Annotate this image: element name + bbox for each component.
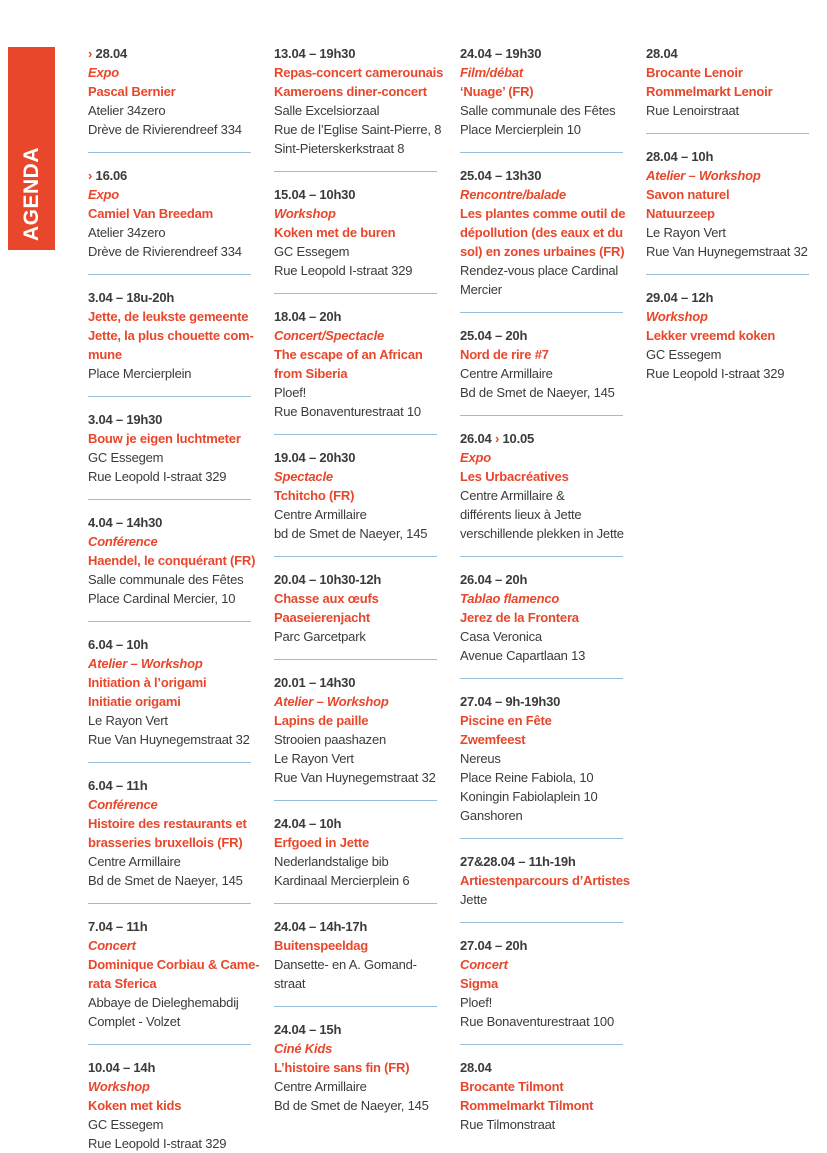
event-detail-line: Salle communale des Fêtes	[88, 572, 244, 587]
event-detail-line: Ploef!	[460, 995, 493, 1010]
event-title-line: rata Sferica	[88, 976, 157, 991]
event-date: 15.04 – 10h30	[274, 187, 356, 202]
event-category: Concert	[88, 938, 136, 953]
event-category: Rencontre/balade	[460, 187, 566, 202]
event-title-line: Savon naturel	[646, 187, 730, 202]
event-title-line: Jerez de la Frontera	[460, 610, 579, 625]
event-detail-line: Rendez-vous place Cardinal	[460, 263, 619, 278]
event-block	[460, 838, 630, 922]
event-title-line: Koken met de buren	[274, 225, 396, 240]
event-block	[88, 44, 251, 152]
event-title-line: Pascal Bernier	[88, 84, 176, 99]
event-detail-line: straat	[274, 976, 306, 991]
event-title-line: Bouw je eigen luchtmeter	[88, 431, 241, 446]
event-title-line: from Siberia	[274, 366, 348, 381]
event-title-line: Kameroens diner-concert	[274, 84, 427, 99]
event-title-line: Rommelmarkt Tilmont	[460, 1098, 594, 1113]
event-date: 3.04 – 19h30	[88, 412, 163, 427]
event-detail-line: Complet - Volzet	[88, 1014, 181, 1029]
event-title-line: Histoire des restaurants et	[88, 816, 247, 831]
event-detail-line: Rue Leopold I-straat 329	[88, 1136, 227, 1151]
event-category: Ciné Kids	[274, 1041, 333, 1056]
event-detail-line: Rue Van Huynegemstraat 32	[88, 732, 250, 747]
event-title-line: Brocante Tilmont	[460, 1079, 564, 1094]
agenda-column	[460, 44, 630, 1153]
event-date: 26.04 – 20h	[460, 572, 528, 587]
event-detail-line: Le Rayon Vert	[88, 713, 168, 728]
event-category: Atelier – Workshop	[88, 656, 203, 671]
event-block	[274, 659, 437, 800]
event-title-line: Natuurzeep	[646, 206, 715, 221]
event-title-line: Nord de rire #7	[460, 347, 549, 362]
event-title-line: Jette, de leukste gemeente	[88, 309, 249, 324]
event-title-line: Les plantes comme outil de	[460, 206, 626, 221]
event-detail-line: bd de Smet de Naeyer, 145	[274, 526, 428, 541]
event-detail-line: Nereus	[460, 751, 501, 766]
event-title-line: Chasse aux œufs	[274, 591, 379, 606]
chevron-icon: ›	[88, 46, 93, 61]
event-block	[274, 556, 437, 659]
event-category: Film/débat	[460, 65, 524, 80]
event-block	[274, 171, 437, 293]
event-date: 20.04 – 10h30-12h	[274, 572, 382, 587]
event-detail-line: Rue Bonaventurestraat 100	[460, 1014, 614, 1029]
event-detail-line: Rue Leopold I-straat 329	[88, 469, 227, 484]
event-date: 24.04 – 14h-17h	[274, 919, 368, 934]
event-title-line: Les Urbacréatives	[460, 469, 569, 484]
event-category: Expo	[460, 450, 491, 465]
event-detail-line: Drève de Rivierendreef 334	[88, 244, 242, 259]
event-detail-line: Place Cardinal Mercier, 10	[88, 591, 236, 606]
event-detail-line: Rue Lenoirstraat	[646, 103, 739, 118]
event-block	[88, 903, 260, 1044]
event-block	[460, 1044, 623, 1134]
event-block	[646, 44, 809, 133]
event-date: 10.04 – 14h	[88, 1060, 156, 1075]
event-date: 3.04 – 18u-20h	[88, 290, 175, 305]
event-detail-line: Avenue Capartlaan 13	[460, 648, 586, 663]
event-title-line: Brocante Lenoir	[646, 65, 743, 80]
event-block	[88, 152, 251, 274]
event-detail-line: Place Mercierplein 10	[460, 122, 581, 137]
agenda-banner-label: AGENDA	[19, 146, 43, 241]
event-category: Atelier – Workshop	[646, 168, 761, 183]
event-block	[274, 800, 437, 903]
event-detail-line: Centre Armillaire	[274, 507, 367, 522]
event-title-line: Erfgoed in Jette	[274, 835, 370, 850]
event-block	[274, 434, 437, 556]
event-detail-line: Sint-Pieterskerkstraat 8	[274, 141, 405, 156]
event-date: 7.04 – 11h	[88, 919, 148, 934]
event-block	[88, 762, 251, 903]
event-title-line: Artiestenparcours d’Artistes	[460, 873, 630, 888]
event-title-line: Zwemfeest	[460, 732, 526, 747]
event-detail-line: Atelier 34zero	[88, 225, 166, 240]
event-category: Concert	[460, 957, 508, 972]
event-detail-line: Rue Bonaventurestraat 10	[274, 404, 421, 419]
event-detail-line: Mercier	[460, 282, 502, 297]
event-detail-line: Parc Garcetpark	[274, 629, 366, 644]
event-title-line: Repas-concert camerounais	[274, 65, 444, 80]
event-title-line: Tchitcho (FR)	[274, 488, 355, 503]
agenda-column	[646, 44, 809, 1153]
event-detail-line: Rue Van Huynegemstraat 32	[646, 244, 808, 259]
event-detail-line: Centre Armillaire &	[460, 488, 565, 503]
event-date: 28.04	[646, 46, 678, 61]
event-title-line: brasseries bruxellois (FR)	[88, 835, 243, 850]
event-title-line: ‘Nuage’ (FR)	[460, 84, 534, 99]
agenda-column	[274, 44, 444, 1153]
event-detail-line: Koningin Fabiolaplein 10	[460, 789, 598, 804]
event-block	[274, 1006, 437, 1115]
agenda-columns	[88, 44, 809, 1153]
event-title-line: Buitenspeeldag	[274, 938, 368, 953]
event-title-line: Lapins de paille	[274, 713, 369, 728]
event-detail-line: Rue Leopold I-straat 329	[274, 263, 413, 278]
event-date: 29.04 – 12h	[646, 290, 714, 305]
event-date: 19.04 – 20h30	[274, 450, 356, 465]
event-title-line: Camiel Van Breedam	[88, 206, 214, 221]
event-date: 25.04 – 13h30	[460, 168, 542, 183]
event-date: 27.04 – 9h-19h30	[460, 694, 561, 709]
event-detail-line: GC Essegem	[88, 1117, 164, 1132]
event-detail-line: GC Essegem	[646, 347, 722, 362]
event-category: Workshop	[646, 309, 708, 324]
event-title-line: Jette, la plus chouette com-	[88, 328, 254, 343]
event-category: Conférence	[88, 534, 158, 549]
event-detail-line: Salle communale des Fêtes	[460, 103, 616, 118]
event-category: Expo	[88, 65, 119, 80]
event-date: 20.01 – 14h30	[274, 675, 356, 690]
agenda-banner	[8, 47, 55, 250]
event-detail-line: Atelier 34zero	[88, 103, 166, 118]
event-detail-line: différents lieux à Jette	[460, 507, 582, 522]
event-title-line: Piscine en Fête	[460, 713, 552, 728]
event-date: 4.04 – 14h30	[88, 515, 163, 530]
event-detail-line: verschillende plekken in Jette	[460, 526, 624, 541]
event-title-line: Haendel, le conquérant (FR)	[88, 553, 256, 568]
event-title-line: Dominique Corbiau & Came-	[88, 957, 260, 972]
event-date: 6.04 – 10h	[88, 637, 149, 652]
event-detail-line: Abbaye de Dieleghemabdij	[88, 995, 239, 1010]
event-block	[88, 499, 256, 621]
event-date: 28.04 – 10h	[646, 149, 714, 164]
event-title-line: Initiation à l’origami	[88, 675, 207, 690]
event-title-line: The escape of an African	[274, 347, 423, 362]
event-detail-line: GC Essegem	[274, 244, 350, 259]
event-detail-line: Jette	[460, 892, 488, 907]
event-block	[646, 133, 809, 274]
event-category: Tablao flamenco	[460, 591, 560, 606]
event-block	[460, 44, 623, 152]
event-detail-line: Rue de l’Eglise Saint-Pierre, 8	[274, 122, 442, 137]
event-category: Spectacle	[274, 469, 333, 484]
event-detail-line: Centre Armillaire	[460, 366, 553, 381]
event-block	[274, 293, 437, 434]
event-detail-line: Rue Tilmonstraat	[460, 1117, 556, 1132]
event-title-line: Lekker vreemd koken	[646, 328, 776, 343]
event-title-line: Paaseierenjacht	[274, 610, 371, 625]
event-date: 26.04 › 10.05	[460, 431, 535, 446]
agenda-column	[88, 44, 260, 1153]
event-detail-line: GC Essegem	[88, 450, 164, 465]
event-date: 28.04	[460, 1060, 492, 1075]
event-block	[460, 312, 623, 415]
event-category: Concert/Spectacle	[274, 328, 385, 343]
event-detail-line: Ploef!	[274, 385, 307, 400]
event-category: Workshop	[274, 206, 336, 221]
event-detail-line: Kardinaal Mercierplein 6	[274, 873, 410, 888]
event-category: Conférence	[88, 797, 158, 812]
event-title-line: mune	[88, 347, 122, 362]
event-title-line: Koken met kids	[88, 1098, 182, 1113]
event-date: › 28.04	[88, 46, 128, 61]
event-detail-line: Ganshoren	[460, 808, 523, 823]
event-title-line: dépollution (des eaux et du	[460, 225, 623, 240]
event-block	[88, 396, 251, 499]
event-detail-line: Place Reine Fabiola, 10	[460, 770, 594, 785]
event-title-line: sol) en zones urbaines (FR)	[460, 244, 625, 259]
event-detail-line: Centre Armillaire	[274, 1079, 367, 1094]
event-detail-line: Rue Leopold I-straat 329	[646, 366, 785, 381]
event-detail-line: Salle Excelsiorzaal	[274, 103, 380, 118]
event-date: 27.04 – 20h	[460, 938, 528, 953]
event-date: 27&28.04 – 11h-19h	[460, 854, 576, 869]
event-category: Atelier – Workshop	[274, 694, 389, 709]
event-date: 25.04 – 20h	[460, 328, 528, 343]
event-date: 24.04 – 15h	[274, 1022, 342, 1037]
event-detail-line: Rue Van Huynegemstraat 32	[274, 770, 436, 785]
event-detail-line: Dansette- en A. Gomand-	[274, 957, 417, 972]
event-category: Workshop	[88, 1079, 150, 1094]
event-detail-line: Strooien paashazen	[274, 732, 387, 747]
event-block	[460, 556, 623, 678]
event-detail-line: Casa Veronica	[460, 629, 542, 644]
event-detail-line: Le Rayon Vert	[646, 225, 726, 240]
event-category: Expo	[88, 187, 119, 202]
event-date: 24.04 – 19h30	[460, 46, 542, 61]
event-block	[460, 152, 626, 312]
event-title-line: Initiatie origami	[88, 694, 181, 709]
event-detail-line: Bd de Smet de Naeyer, 145	[88, 873, 243, 888]
event-block	[88, 1044, 251, 1153]
chevron-icon: ›	[494, 431, 500, 446]
event-date: 13.04 – 19h30	[274, 46, 356, 61]
event-block	[646, 274, 809, 383]
event-block	[460, 678, 623, 838]
event-date: 6.04 – 11h	[88, 778, 148, 793]
event-detail-line: Le Rayon Vert	[274, 751, 354, 766]
event-title-line: Sigma	[460, 976, 499, 991]
event-block	[274, 903, 437, 1006]
event-block	[88, 274, 254, 396]
event-detail-line: Bd de Smet de Naeyer, 145	[274, 1098, 429, 1113]
event-title-line: Rommelmarkt Lenoir	[646, 84, 773, 99]
event-block	[460, 922, 623, 1044]
event-block	[274, 44, 444, 171]
chevron-icon: ›	[88, 168, 93, 183]
event-detail-line: Place Mercierplein	[88, 366, 192, 381]
event-date: 18.04 – 20h	[274, 309, 342, 324]
event-block	[460, 415, 623, 556]
event-block	[88, 621, 251, 762]
event-date: 24.04 – 10h	[274, 816, 342, 831]
event-detail-line: Bd de Smet de Naeyer, 145	[460, 385, 615, 400]
event-detail-line: Drève de Rivierendreef 334	[88, 122, 242, 137]
event-title-line: L’histoire sans fin (FR)	[274, 1060, 410, 1075]
event-date: › 16.06	[88, 168, 128, 183]
event-detail-line: Centre Armillaire	[88, 854, 181, 869]
event-detail-line: Nederlandstalige bib	[274, 854, 389, 869]
